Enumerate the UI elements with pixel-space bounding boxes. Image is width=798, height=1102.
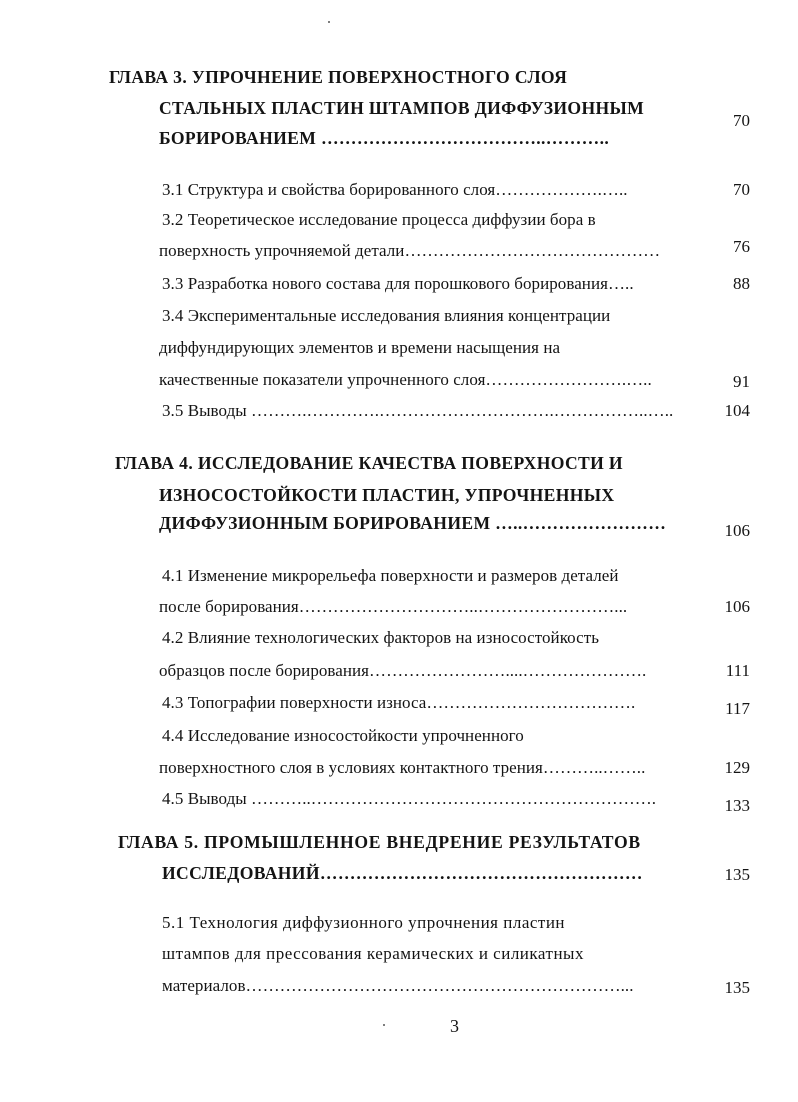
chapter-4-title: ИЗНОСОСТОЙКОСТИ ПЛАСТИН, УПРОЧНЕННЫХ <box>159 485 615 505</box>
section-5-1: материалов…………………………………………………………... <box>162 976 634 995</box>
chapter-4-title: ГЛАВА 4. ИССЛЕДОВАНИЕ КАЧЕСТВА ПОВЕРХНОСТИ И <box>115 453 623 473</box>
chapter-5-page: 135 <box>724 865 750 884</box>
chapter-3-title: БОРИРОВАНИЕМ ………………………………..……….. <box>159 128 610 148</box>
section-3-5-page: 104 <box>724 401 750 420</box>
section-4-4: 4.4 Исследование износостойкости упрочненного <box>162 726 524 745</box>
page-number: 3 <box>450 1016 460 1036</box>
section-5-1: штампов для прессования керамических и силикатных <box>162 944 584 963</box>
section-4-2-page: 111 <box>725 661 750 680</box>
section-3-1-page: 70 <box>733 180 750 199</box>
section-4-2: 4.2 Влияние технологических факторов на износостойкость <box>162 628 599 647</box>
chapter-3-page: 70 <box>733 111 750 130</box>
section-5-1: 5.1 Технология диффузионного упрочнения пластин <box>162 913 566 932</box>
section-3-2: поверхность упрочняемой детали……………………………………… <box>159 241 661 260</box>
scan-speck <box>328 21 330 23</box>
chapter-4-title: ДИФФУЗИОННЫМ БОРИРОВАНИЕМ …..…………………… <box>159 513 667 533</box>
section-4-4-page: 129 <box>724 758 750 777</box>
section-4-4: поверхностного слоя в условиях контактного трения………..…….. <box>159 758 646 777</box>
section-5-1-page: 135 <box>724 978 750 997</box>
chapter-3-title: ГЛАВА 3. УПРОЧНЕНИЕ ПОВЕРХНОСТНОГО СЛОЯ <box>109 67 568 87</box>
scan-speck <box>383 1024 385 1026</box>
section-3-3-page: 88 <box>733 274 750 293</box>
section-3-4: диффундирующих элементов и времени насыщения на <box>159 338 561 357</box>
chapter-5-title: ИССЛЕДОВАНИЙ……………………………………………… <box>162 863 643 883</box>
chapter-5-title: ГЛАВА 5. ПРОМЫШЛЕННОЕ ВНЕДРЕНИЕ РЕЗУЛЬТАТОВ <box>118 832 641 852</box>
section-3-1: 3.1 Структура и свойства борированного слоя……………….….. <box>162 180 628 199</box>
section-4-1: после борирования…………………………..……………………... <box>159 597 628 616</box>
section-3-4: качественные показатели упрочненного слоя…………………….….. <box>159 370 652 389</box>
section-3-4: 3.4 Экспериментальные исследования влияния концентрации <box>162 306 611 325</box>
section-4-1-page: 106 <box>724 597 750 616</box>
section-4-5: 4.5 Выводы ………..……………………………………………………. <box>162 789 657 808</box>
section-3-2: 3.2 Теоретическое исследование процесса диффузии бора в <box>162 210 596 229</box>
section-3-2-page: 76 <box>733 237 750 256</box>
section-4-3-page: 117 <box>725 699 750 718</box>
section-4-1: 4.1 Изменение микрорельефа поверхности и размеров деталей <box>162 566 619 585</box>
chapter-3-title: СТАЛЬНЫХ ПЛАСТИН ШТАМПОВ ДИФФУЗИОННЫМ <box>159 98 645 118</box>
section-3-4-page: 91 <box>733 372 750 391</box>
section-4-3: 4.3 Топографии поверхности износа………………………………. <box>162 693 636 712</box>
section-4-2: образцов после борирования……………………....…………………. <box>159 661 647 680</box>
section-3-5: 3.5 Выводы ……….………….………………………….……………..….. <box>162 401 674 420</box>
section-4-5-page: 133 <box>724 796 750 815</box>
chapter-4-page: 106 <box>724 521 750 540</box>
section-3-3: 3.3 Разработка нового состава для порошкового борирования….. <box>162 274 634 293</box>
